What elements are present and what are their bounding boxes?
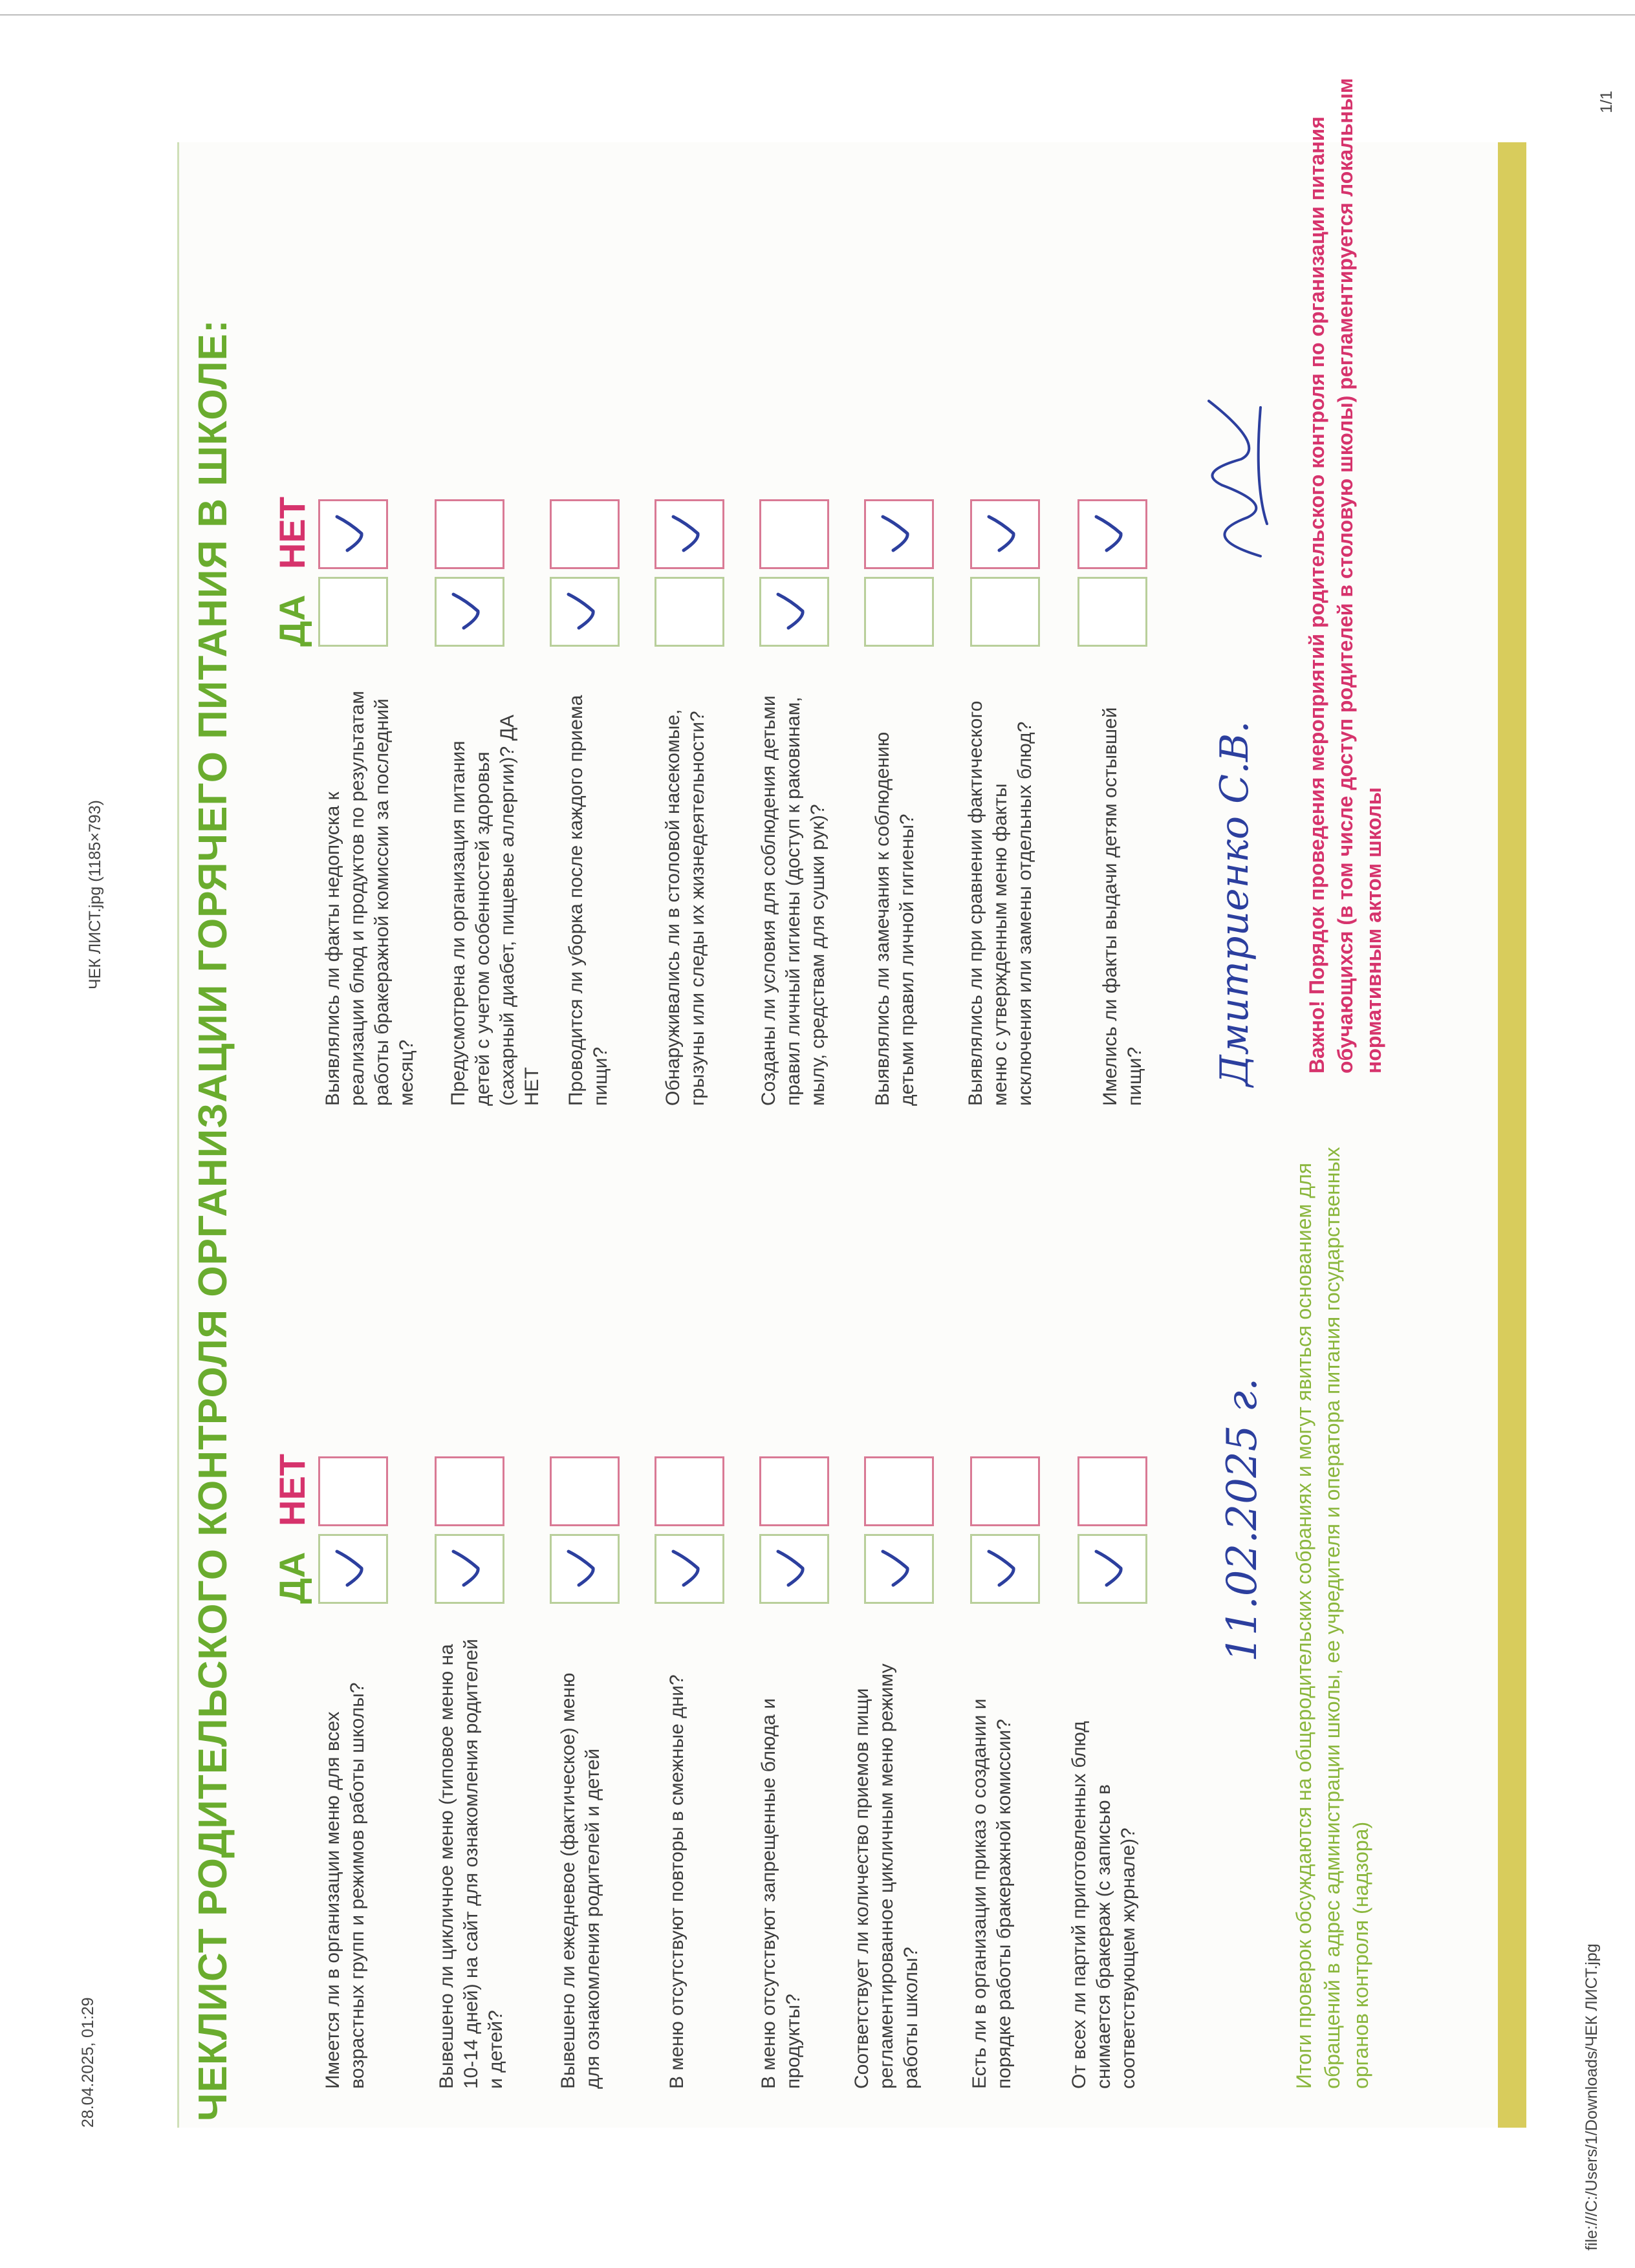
right-no-checkbox-8[interactable]: [1077, 499, 1147, 569]
left-yes-checkbox-5[interactable]: [759, 1534, 829, 1604]
right-yes-checkbox-1[interactable]: [318, 577, 388, 647]
browser-top-rule: [0, 14, 1635, 16]
left-yes-heading: ДА: [272, 1551, 312, 1604]
print-file-path: file:///C:/Users/1/Downloads/ЧЕК ЛИСТ.jpg: [1583, 1943, 1601, 2251]
left-question-4: В меню отсутствуют повторы в смежные дни?: [666, 1674, 688, 2089]
check-mark-icon: [1088, 1545, 1134, 1590]
signature-scribble: [1183, 394, 1280, 563]
check-mark-icon: [561, 588, 606, 633]
left-no-heading: НЕТ: [272, 1454, 312, 1526]
check-mark-icon: [875, 1545, 920, 1590]
right-yes-heading: ДА: [272, 594, 312, 647]
left-question-8: От всех ли партий приготовленных блюд снимается бракераж (с записью в соответствующем журнале)?: [1068, 1721, 1139, 2089]
check-mark-icon: [875, 510, 920, 556]
left-no-checkbox-5[interactable]: [759, 1456, 829, 1526]
right-yes-checkbox-3[interactable]: [550, 577, 620, 647]
right-yes-checkbox-4[interactable]: [655, 577, 724, 647]
right-question-5: Созданы ли условия для соблюдения детьми правил личный гигиены (доступ к раковинам, мылу, средствам для сушки рук)?: [758, 695, 828, 1106]
left-question-7: Есть ли в организации приказ о создании и порядке работы бракеражной комиссии?: [969, 1698, 1015, 2089]
left-question-1: Имеется ли в организации меню для всех возрастных групп и режимов работы школы?: [322, 1682, 368, 2089]
right-no-checkbox-6[interactable]: [864, 499, 934, 569]
handwritten-signature: Дмитриенко С.В.: [1212, 720, 1257, 1086]
left-no-checkbox-6[interactable]: [864, 1456, 934, 1526]
left-yes-checkbox-2[interactable]: [435, 1534, 504, 1604]
print-datetime: 28.04.2025, 01:29: [79, 1997, 97, 2128]
right-no-checkbox-5[interactable]: [759, 499, 829, 569]
check-mark-icon: [329, 510, 374, 556]
right-yes-checkbox-7[interactable]: [970, 577, 1040, 647]
footer-important-note: Важно! Порядок проведения мероприятий родительского контроля по организации питания обучающихся (в том числе доступ родителей в столовую школы) регламентируется локальным нормативным актом школы: [1305, 78, 1385, 1074]
left-yes-checkbox-7[interactable]: [970, 1534, 1040, 1604]
check-mark-icon: [666, 1545, 711, 1590]
right-no-checkbox-2[interactable]: [435, 499, 504, 569]
right-question-7: Выявлялись ли при сравнении фактического меню с утвержденным меню факты исключения или замены отдельных блюд?: [965, 700, 1035, 1106]
left-question-3: Вывешено ли ежедневое (фактическое) меню для ознакомления родителей и детей: [558, 1672, 603, 2089]
print-page-counter: 1/1: [1597, 91, 1616, 113]
checklist-sheet: [177, 78, 1529, 2128]
check-mark-icon: [770, 1545, 816, 1590]
right-no-checkbox-3[interactable]: [550, 499, 620, 569]
left-no-checkbox-7[interactable]: [970, 1456, 1040, 1526]
left-question-6: Соответствует ли количество приемов пищи регламентированное цикличным меню режиму работы школы?: [851, 1663, 922, 2089]
left-no-checkbox-8[interactable]: [1077, 1456, 1147, 1526]
check-mark-icon: [561, 1545, 606, 1590]
left-yes-checkbox-6[interactable]: [864, 1534, 934, 1604]
left-no-checkbox-4[interactable]: [655, 1456, 724, 1526]
check-mark-icon: [329, 1545, 374, 1590]
check-mark-icon: [446, 588, 491, 633]
left-question-5: В меню отсутствуют запрещенные блюда и продукты?: [758, 1698, 804, 2089]
yellow-bottom-bar: [1498, 142, 1526, 2128]
right-yes-checkbox-5[interactable]: [759, 577, 829, 647]
right-no-checkbox-1[interactable]: [318, 499, 388, 569]
footer-results-note: Итоги проверок обсуждаются на общеродительских собраниях и могут явиться основанием для обращений в адрес администрации школы, ее учредителя и оператора питания государственных органов контроля (надзора): [1292, 1147, 1372, 2089]
right-no-checkbox-7[interactable]: [970, 499, 1040, 569]
right-question-6: Выявлялись ли замечания к соблюдению детьми правил личной гигиены?: [872, 731, 918, 1106]
right-yes-checkbox-8[interactable]: [1077, 577, 1147, 647]
right-question-2: Предусмотрена ли организация питания детей с учетом особенностей здоровья (сахарный диабет, пищевые аллергии)? ДА НЕТ: [448, 715, 543, 1106]
left-yes-checkbox-4[interactable]: [655, 1534, 724, 1604]
left-no-checkbox-2[interactable]: [435, 1456, 504, 1526]
checklist-card: [177, 78, 1498, 2128]
left-no-checkbox-3[interactable]: [550, 1456, 620, 1526]
left-yes-checkbox-1[interactable]: [318, 1534, 388, 1604]
left-yes-checkbox-8[interactable]: [1077, 1534, 1147, 1604]
check-mark-icon: [981, 510, 1026, 556]
right-no-heading: НЕТ: [272, 497, 312, 569]
right-question-1: Выявлялись ли факты недопуска к реализации блюд и продуктов по результатам работы бракеражной комиссии за последний месяц?: [322, 691, 417, 1106]
check-mark-icon: [446, 1545, 491, 1590]
right-question-8: Имелись ли факты выдачи детям остывшей пищи?: [1099, 707, 1145, 1106]
right-question-4: Обнаруживались ли в столовой насекомые, грызуны или следы их жизнедеятельности?: [662, 709, 708, 1106]
handwritten-date: 11.02.2025 г.: [1218, 1377, 1266, 1662]
check-mark-icon: [666, 510, 711, 556]
card-top-rule: [177, 142, 179, 2128]
check-mark-icon: [981, 1545, 1026, 1590]
right-yes-checkbox-2[interactable]: [435, 577, 504, 647]
left-question-2: Вывешено ли цикличное меню (типовое меню на 10-14 дней) на сайт для ознакомления родителей и детей?: [436, 1639, 506, 2089]
print-tab-title: ЧЕК ЛИСТ.jpg (1185×793): [86, 800, 104, 989]
check-mark-icon: [1088, 510, 1134, 556]
checklist-title: ЧЕКЛИСТ РОДИТЕЛЬСКОГО КОНТРОЛЯ ОРГАНИЗАЦИИ ГОРЯЧЕГО ПИТАНИЯ В ШКОЛЕ:: [191, 319, 235, 2121]
right-question-3: Проводится ли уборка после каждого приема пищи?: [565, 695, 611, 1106]
check-mark-icon: [770, 588, 816, 633]
left-no-checkbox-1[interactable]: [318, 1456, 388, 1526]
right-no-checkbox-4[interactable]: [655, 499, 724, 569]
right-yes-checkbox-6[interactable]: [864, 577, 934, 647]
left-yes-checkbox-3[interactable]: [550, 1534, 620, 1604]
